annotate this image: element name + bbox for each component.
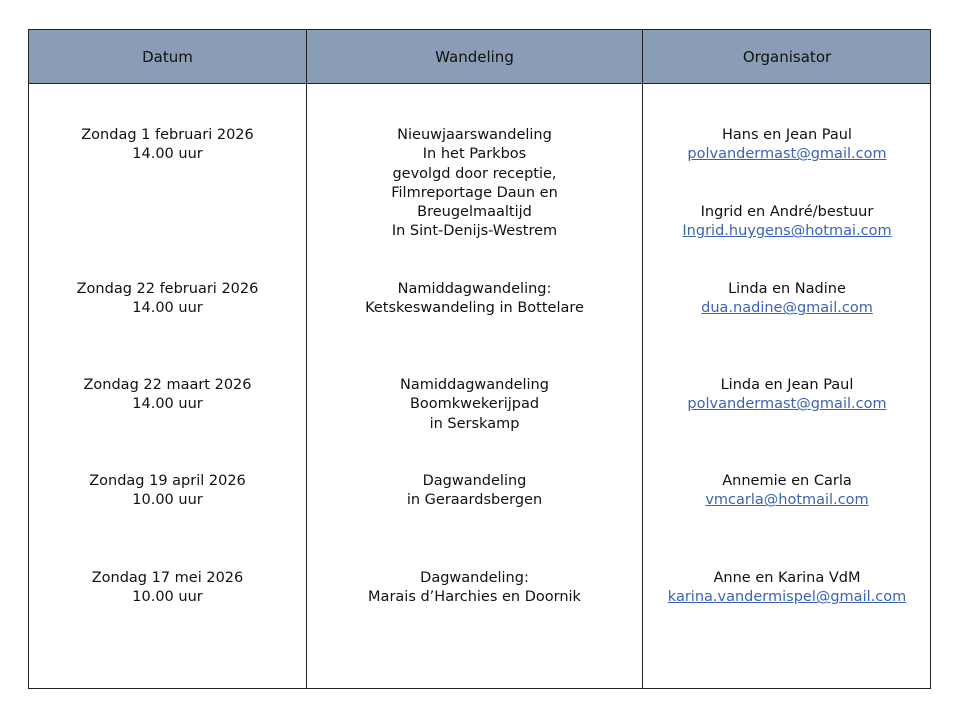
walk-line: in Serskamp <box>429 415 520 432</box>
organizer-name: Anne en Karina VdM <box>713 570 861 586</box>
organizer-email-link[interactable]: dua.nadine@gmail.com <box>701 300 873 317</box>
walk-line: Nieuwjaarswandeling <box>397 127 552 143</box>
organizer-email-link[interactable]: karina.vandermispel@gmail.com <box>667 589 907 606</box>
schedule-table <box>28 29 931 689</box>
organizer-name: Hans en Jean Paul <box>722 127 852 143</box>
row-5-date <box>29 569 306 608</box>
time-text: 10.00 uur <box>132 492 203 509</box>
walk-line: gevolgd door receptie, <box>392 165 557 182</box>
walk-line: In Sint-Denijs-Westrem <box>391 223 558 240</box>
walk-line: in Geraardsbergen <box>406 492 543 509</box>
walk-line: Dagwandeling: <box>420 570 529 586</box>
time-text: 14.00 uur <box>132 396 203 413</box>
row-2-organizer <box>643 280 931 319</box>
row-1-walk <box>307 126 642 242</box>
walk-line: Namiddagwandeling: <box>397 281 552 297</box>
time-text: 14.00 uur <box>132 146 203 163</box>
row-5-organizer <box>643 569 931 608</box>
date-text: Zondag 19 april 2026 <box>89 473 246 489</box>
header-organizer: Organisator <box>742 47 832 66</box>
walk-line: In het Parkbos <box>422 146 527 163</box>
row-5-walk <box>307 569 642 608</box>
organizer-name: Ingrid en André/bestuur <box>700 204 874 220</box>
row-2-walk <box>307 280 642 319</box>
row-1-date <box>29 126 306 165</box>
walk-line: Breugelmaaltijd <box>417 204 532 221</box>
date-text: Zondag 22 maart 2026 <box>83 377 252 393</box>
time-text: 10.00 uur <box>132 589 203 606</box>
walk-line: Namiddagwandeling <box>400 377 549 393</box>
organizer-email-link[interactable]: vmcarla@hotmail.com <box>705 492 869 509</box>
row-3-walk <box>307 376 642 434</box>
row-3-organizer <box>643 376 931 415</box>
row-1-organizer <box>643 126 931 165</box>
organizer-name: Linda en Jean Paul <box>720 377 854 393</box>
walk-line: Ketskeswandeling in Bottelare <box>365 300 584 317</box>
date-text: Zondag 17 mei 2026 <box>91 570 244 586</box>
organizer-email-link[interactable]: Ingrid.huygens@hotmai.com <box>682 223 892 240</box>
row-3-date <box>29 376 306 415</box>
walk-line: Boomkwekerijpad <box>409 396 540 413</box>
row-4-walk <box>307 472 642 511</box>
walk-line: Dagwandeling <box>422 473 527 489</box>
row-2-date <box>29 280 306 319</box>
walk-line: Filmreportage Daun en <box>391 184 558 201</box>
row-4-organizer <box>643 472 931 511</box>
walk-line: Marais d’Harchies en Doornik <box>368 589 581 606</box>
date-text: Zondag 1 februari 2026 <box>81 127 254 143</box>
organizer-email-link[interactable]: polvandermast@gmail.com <box>687 146 887 163</box>
organizer-name: Linda en Nadine <box>728 281 846 297</box>
row-1-organizer-2 <box>643 203 931 242</box>
table-header <box>29 30 930 84</box>
header-date: Datum <box>142 47 193 66</box>
time-text: 14.00 uur <box>132 300 203 317</box>
organizer-email-link[interactable]: polvandermast@gmail.com <box>687 396 887 413</box>
row-4-date <box>29 472 306 511</box>
date-text: Zondag 22 februari 2026 <box>76 281 259 297</box>
organizer-name: Annemie en Carla <box>722 473 852 489</box>
header-walk: Wandeling <box>435 47 514 66</box>
